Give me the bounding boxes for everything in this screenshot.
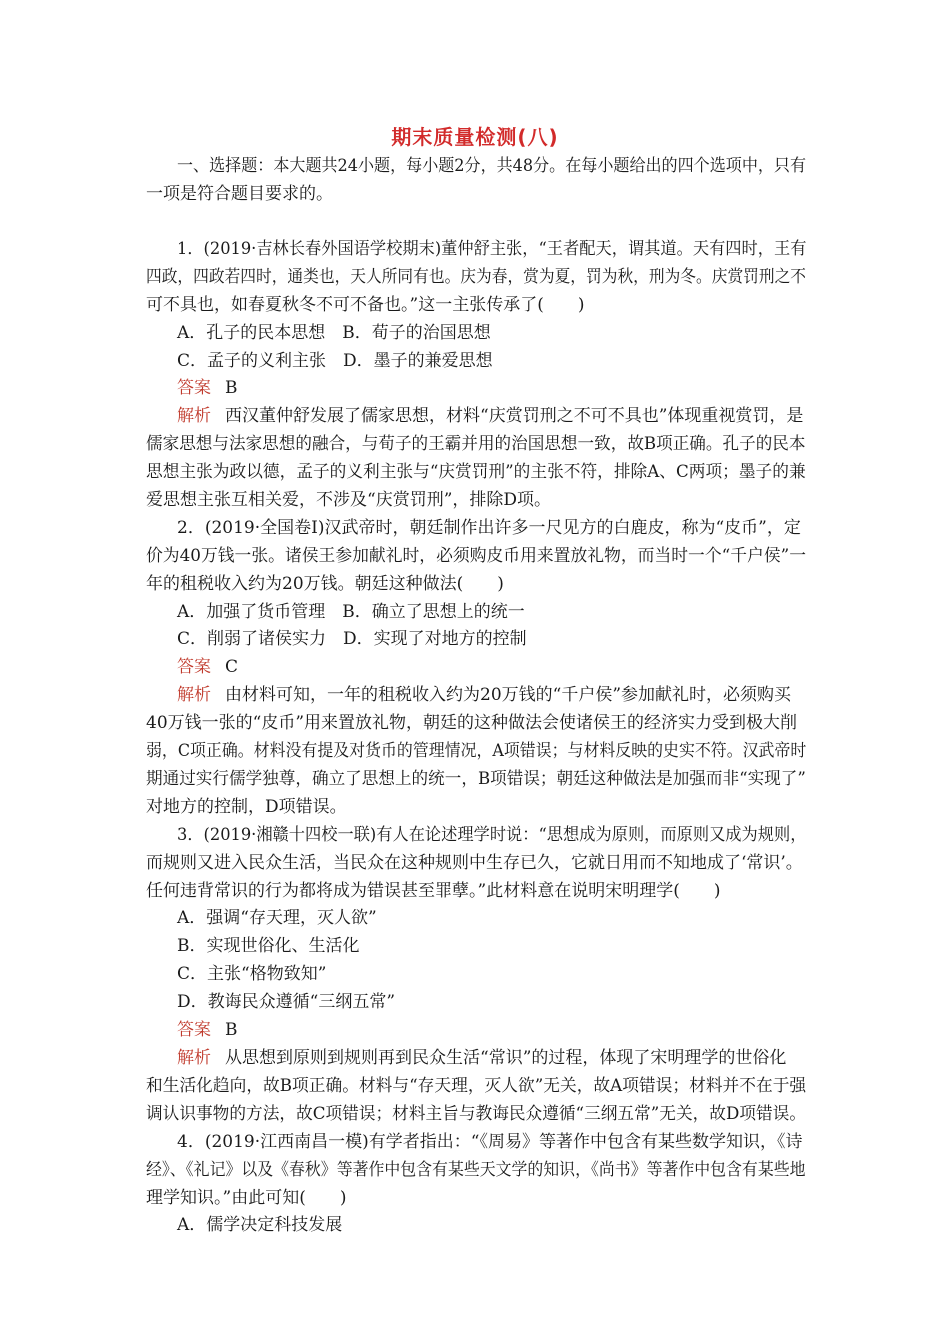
- answer-line: [177, 653, 238, 681]
- option-line: A．儒学决定科技发展: [177, 1215, 343, 1235]
- answer-value: B: [225, 378, 238, 398]
- answer-value: B: [225, 1020, 238, 1040]
- question-stem: 价为40万钱一张。诸侯王参加献礼时，必须购皮币用来置放礼物，而当时一个“千户侯”一: [146, 546, 806, 566]
- page-title: 期末质量检测(八): [391, 125, 559, 149]
- answer-line: [177, 374, 238, 402]
- question-stem: 理学知识。”由此可知( ): [146, 1188, 347, 1208]
- analysis-line: [177, 1044, 786, 1072]
- answer-label: 答案: [177, 657, 211, 677]
- analysis-line: 弱，C项正确。材料没有提及对货币的管理情况，A项错误；与材料反映的史实不符。汉武帝时: [146, 741, 807, 761]
- analysis-line: 对地方的控制，D项错误。: [146, 797, 347, 817]
- analysis-label: 解析: [177, 685, 211, 705]
- question-stem: 4．(2019·江西南昌一模)有学者指出：“《周易》等著作中包含有某些数学知识，《诗: [177, 1132, 803, 1152]
- question-stem: 而规则又进入民众生活，当民众在这种规则中生存已久，它就日用而不知地成了‘常识’。: [146, 853, 803, 873]
- analysis-line: 期通过实行儒学独尊，确立了思想上的统一，B项错误；朝廷这种做法是加强而非“实现了”: [146, 769, 806, 789]
- analysis-line: 爱思想主张互相关爱，不涉及“庆赏罚刑”，排除D项。: [146, 490, 552, 510]
- analysis-line: [177, 681, 791, 709]
- analysis-text: 由材料可知，一年的租税收入约为20万钱的“千户侯”参加献礼时，必须购买: [225, 685, 792, 705]
- analysis-line: 思想主张为政以德，孟子的义利主张与“庆赏罚刑”的主张不符，排除A、C两项；墨子的兼: [146, 462, 806, 482]
- option-line: A．孔子的民本思想 B．荀子的治国思想: [177, 323, 491, 343]
- answer-value: C: [225, 657, 239, 677]
- analysis-line: 儒家思想与法家思想的融合，与荀子的王霸并用的治国思想一致，故B项正确。孔子的民本: [146, 434, 806, 454]
- analysis-line: 和生活化趋向，故B项正确。材料与“存天理，灭人欲”无关，故A项错误；材料并不在于强: [146, 1076, 807, 1096]
- analysis-text: 西汉董仲舒发展了儒家思想，材料“庆赏罚刑之不可不具也”体现重视赏罚，是: [225, 406, 804, 426]
- analysis-label: 解析: [177, 1048, 211, 1068]
- option-line: D．教诲民众遵循“三纲五常”: [177, 992, 396, 1012]
- option-line: A．强调“存天理，灭人欲”: [177, 908, 377, 928]
- question-stem: 3．(2019·湘赣十四校一联)有人在论述理学时说：“思想成为原则，而原则又成为规则，: [177, 825, 807, 845]
- analysis-line: 调认识事物的方法，故C项错误；材料主旨与教诲民众遵循“三纲五常”无关，故D项错误。: [146, 1104, 807, 1124]
- option-line: B．实现世俗化、生活化: [177, 936, 360, 956]
- analysis-label: 解析: [177, 406, 211, 426]
- answer-label: 答案: [177, 1020, 211, 1040]
- question-stem: 可不具也，如春夏秋冬不可不备也。”这一主张传承了( ): [146, 295, 585, 315]
- question-stem: 1．(2019·吉林长春外国语学校期末)董仲舒主张，“王者配天，谓其道。天有四时，王有: [177, 239, 807, 259]
- question-stem: 经》、《礼记》以及《春秋》等著作中包含有某些天文学的知识，《尚书》等著作中包含有某些地: [146, 1160, 806, 1180]
- question-stem: 年的租税收入约为20万钱。朝廷这种做法( ): [146, 574, 504, 594]
- analysis-line: 40万钱一张的“皮币”用来置放礼物，朝廷的这种做法会使诸侯王的经济实力受到极大削: [146, 713, 798, 733]
- question-stem: 四政，四政若四时，通类也，天人所同有也。庆为春，赏为夏，罚为秋，刑为冬。庆赏罚刑之不: [146, 267, 807, 287]
- option-line: A．加强了货币管理 B．确立了思想上的统一: [177, 602, 525, 622]
- question-stem: 任何违背常识的行为都将成为错误甚至罪孽。”此材料意在说明宋明理学( ): [146, 881, 721, 901]
- analysis-text: 从思想到原则到规则再到民众生活“常识”的过程，体现了宋明理学的世俗化: [225, 1048, 787, 1068]
- option-line: C．孟子的义利主张 D．墨子的兼爱思想: [177, 351, 493, 371]
- answer-line: [177, 1016, 238, 1044]
- intro-line: 一项是符合题目要求的。: [146, 184, 333, 204]
- intro-line: 一、选择题：本大题共24小题，每小题2分，共48分。在每小题给出的四个选项中，只有: [177, 156, 807, 176]
- analysis-line: [177, 402, 803, 430]
- answer-label: 答案: [177, 378, 211, 398]
- option-line: C．主张“格物致知”: [177, 964, 327, 984]
- option-line: C．削弱了诸侯实力 D．实现了对地方的控制: [177, 629, 527, 649]
- question-stem: 2．(2019·全国卷Ⅰ)汉武帝时，朝廷制作出许多一尺见方的白鹿皮，称为“皮币”，定: [177, 518, 801, 538]
